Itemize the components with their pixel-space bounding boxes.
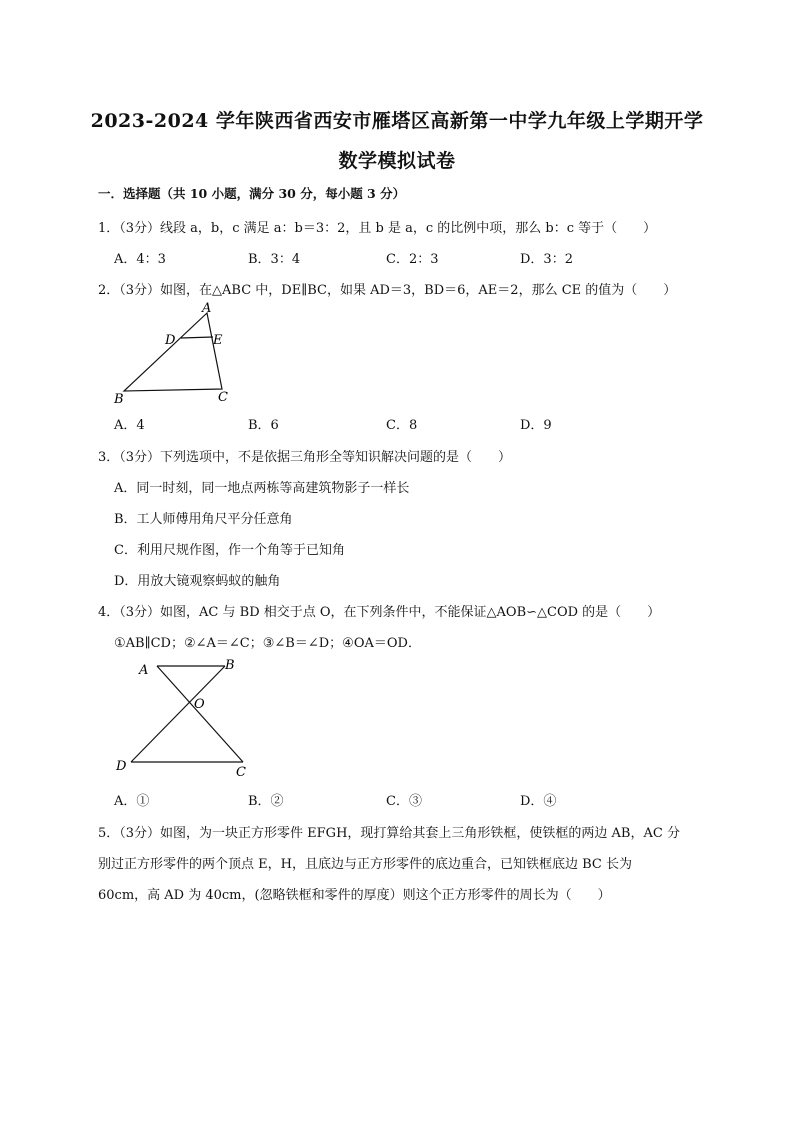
label-b: B (225, 658, 235, 673)
question-3-text: 3．（3分）下列选项中，不是依据三角形全等知识解决问题的是（ ） (98, 450, 512, 465)
label-a: A (202, 301, 212, 316)
question-5-line-2: 别过正方形零件的两个顶点 E，H，且底边与正方形零件的底边重合，已知铁框底边 BC 长为 (98, 857, 632, 872)
question-1-text: 1．（3分）线段 a，b，c 满足 a：b＝3：2，且 b 是 a，c 的比例中项，那么 b：c 等于（ ） (98, 221, 657, 236)
label-o: O (194, 697, 205, 712)
q4-option-c[interactable]: C．③ (386, 794, 422, 809)
label-b: B (114, 392, 124, 407)
q3-option-a[interactable]: A．同一时刻，同一地点两栋等高建筑物影子一样长 (114, 481, 410, 496)
page-subtitle: 数学模拟试卷 (338, 150, 456, 172)
segment-de (181, 337, 213, 338)
q3-option-b[interactable]: B．工人师傅用角尺平分任意角 (114, 512, 293, 527)
label-e: E (213, 333, 223, 348)
triangle-abc (124, 313, 222, 391)
q3-option-d[interactable]: D．用放大镜观察蚂蚁的触角 (114, 574, 281, 589)
q4-conditions: ①AB∥CD；②∠A＝∠C；③∠B＝∠D；④OA＝OD． (114, 636, 421, 651)
label-c: C (236, 765, 246, 780)
q1-option-a[interactable]: A．4：3 (114, 252, 166, 267)
label-d: D (116, 759, 127, 774)
label-a: A (139, 663, 149, 678)
question-5-line-1: 5．（3分）如图，为一块正方形零件 EFGH，现打算给其套上三角形铁框，使铁框的两边 AB，AC 分 (98, 826, 680, 841)
q4-option-d[interactable]: D．④ (520, 794, 557, 809)
q2-option-a[interactable]: A．4 (114, 418, 145, 433)
q1-option-d[interactable]: D．3：2 (520, 252, 573, 267)
label-d: D (165, 333, 176, 348)
segment-ac (157, 666, 243, 762)
q2-option-c[interactable]: C．8 (386, 418, 418, 433)
question-5-line-3: 60cm，高 AD 为 40cm，(忽略铁框和零件的厚度）则这个正方形零件的周长为（ ） (98, 888, 611, 903)
q1-option-c[interactable]: C．2：3 (386, 252, 439, 267)
q2-option-d[interactable]: D．9 (520, 418, 552, 433)
q1-option-b[interactable]: B．3：4 (248, 252, 301, 267)
intersecting-segments-figure (110, 652, 260, 784)
triangle-abc-figure (110, 300, 240, 408)
question-4-text: 4．（3分）如图，AC 与 BD 相交于点 O，在下列条件中，不能保证△AOB∽△COD 的是（ ） (98, 605, 661, 620)
question-2-text: 2．（3分）如图，在△ABC 中，DE∥BC，如果 AD＝3，BD＝6，AE＝2，那么 CE 的值为（ ） (98, 283, 677, 298)
page-title: 2023-2024 学年陕西省西安市雁塔区高新第一中学九年级上学期开学 (90, 110, 704, 132)
q4-option-b[interactable]: B．② (248, 794, 284, 809)
section-heading: 一．选择题（共 10 小题，满分 30 分，每小题 3 分） (98, 186, 406, 201)
q3-option-c[interactable]: C．利用尺规作图，作一个角等于已知角 (114, 543, 345, 558)
segment-bd (131, 666, 225, 762)
q4-option-a[interactable]: A．① (114, 794, 150, 809)
q2-option-b[interactable]: B．6 (248, 418, 279, 433)
label-c: C (218, 390, 228, 405)
